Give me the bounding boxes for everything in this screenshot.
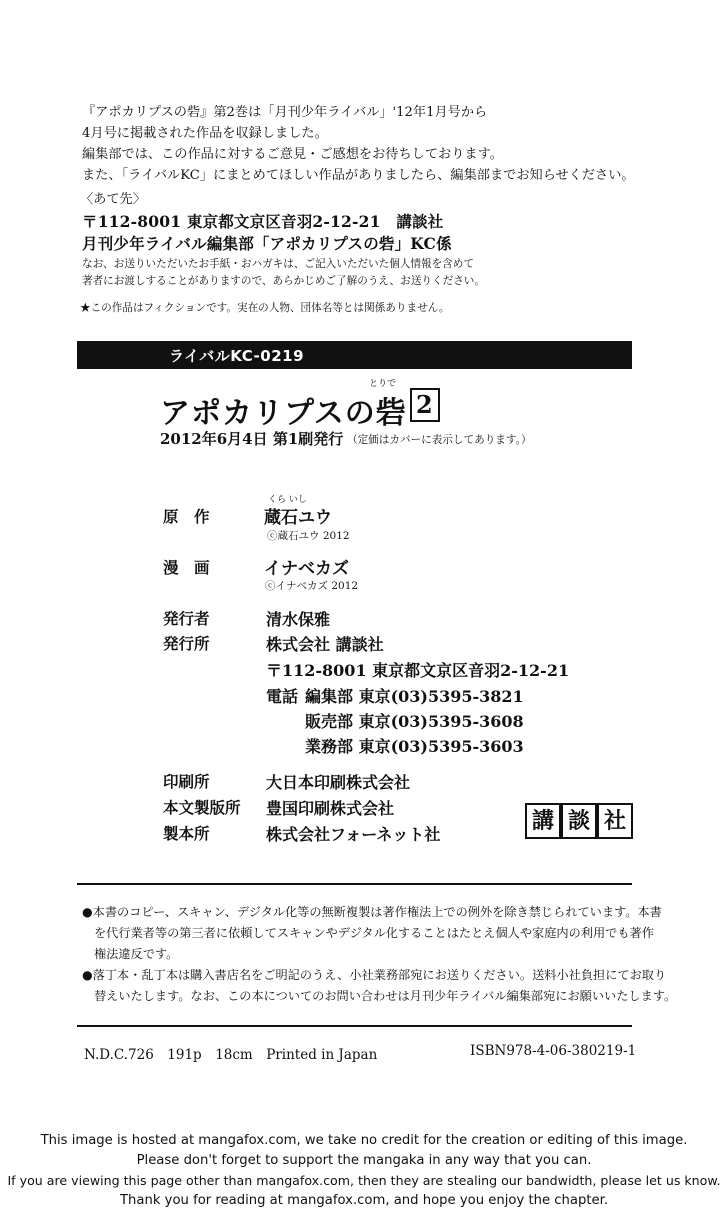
art-author: イナベカズ xyxy=(264,559,349,579)
footer-line-4: Thank you for reading at mangafox.com, and hope you enjoy the chapter. xyxy=(119,1193,609,1208)
text-name: 豊国印刷株式会社 xyxy=(266,799,395,818)
note-1c: 権法違反です。 xyxy=(94,947,179,961)
footer-line-3: If you are viewing this page other than mangafox.com, then they are stealing our bandwidth, please let us know. xyxy=(7,1173,721,1188)
house-name: 株式会社 講談社 xyxy=(266,635,384,654)
tel-business: 業務部 東京(03)5395-3603 xyxy=(305,737,524,756)
isbn: ISBN978-4-06-380219-1 xyxy=(470,1043,637,1059)
original-label: 原 作 xyxy=(163,507,210,526)
title-ruby: とりで xyxy=(369,379,397,389)
intro-line-3: 編集部では、この作品に対するご意見・ご感想をお待ちしております。 xyxy=(82,147,503,162)
series-code: ライバルKC-0219 xyxy=(169,347,305,365)
footer-line-2: Please don't forget to support the mangaka in any way that you can. xyxy=(136,1153,592,1168)
art-copyright: ⓒイナベカズ 2012 xyxy=(265,580,359,592)
divider-top xyxy=(77,883,632,885)
tel-editorial: 編集部 東京(03)5395-3821 xyxy=(305,687,524,706)
publisher-label: 発行者 xyxy=(163,609,210,628)
note-1a: ●本書のコピー、スキャン、デジタル化等の無断複製は著作権法上での例外を除き禁じられています。本書 xyxy=(82,905,662,919)
tel-sales: 販売部 東京(03)5395-3608 xyxy=(305,712,524,731)
publisher-logo-ko: 講 xyxy=(525,803,561,839)
print-name: 大日本印刷株式会社 xyxy=(266,773,411,792)
address-note-1: なお、お送りいただいたお手紙・おハガキは、ご記入いただいた個人情報を含めて xyxy=(82,258,474,270)
tel-label: 電話 xyxy=(266,687,299,706)
original-copyright: ⓒ蔵石ユウ 2012 xyxy=(267,530,350,542)
note-2a: ●落丁本・乱丁本は購入書店名をご明記のうえ、小社業務部宛にお送りください。送料小社負担にてお取り xyxy=(82,968,667,982)
publisher-name: 清水保雅 xyxy=(266,610,331,629)
book-title-text: アポカリプスの砦 xyxy=(160,396,407,431)
series-band xyxy=(77,341,632,369)
footer-line-1: This image is hosted at mangafox.com, we take no credit for the creation or editing of this image. xyxy=(40,1133,688,1148)
art-label: 漫 画 xyxy=(163,558,210,577)
publisher-logo-dan: 談 xyxy=(561,803,597,839)
volume-box: 2 xyxy=(410,388,440,422)
fiction-note: ★この作品はフィクションです。実在の人物、団体名等とは関係ありません。 xyxy=(80,302,450,314)
publisher-logo-sha: 社 xyxy=(597,803,633,839)
address-line-2: 月刊少年ライバル編集部「アポカリプスの砦」KC係 xyxy=(82,234,452,253)
divider-bottom xyxy=(77,1025,632,1027)
intro-line-4: また、「ライバルKC」にまとめてほしい作品がありましたら、編集部までお知らせください。 xyxy=(82,168,635,183)
price-note: （定価はカバーに表示してあります。） xyxy=(347,434,532,446)
text-label: 本文製版所 xyxy=(163,798,241,817)
book-title xyxy=(160,388,440,432)
house-label: 発行所 xyxy=(163,634,210,653)
original-author: 蔵石ユウ xyxy=(264,508,332,528)
address-heading: 〈あて先〉 xyxy=(80,192,146,207)
note-1b: を代行業者等の第三者に依頼してスキャンやデジタル化することはたとえ個人や家庭内の利用でも著作 xyxy=(94,926,654,940)
intro-line-2: 4月号に掲載された作品を収録しました。 xyxy=(82,126,328,141)
note-2b: 替えいたします。なお、この本についてのお問い合わせは月刊少年ライバル編集部宛にお願いいたします。 xyxy=(94,989,677,1003)
ndc-info: N.D.C.726 191p 18cm Printed in Japan xyxy=(84,1047,378,1063)
print-label: 印刷所 xyxy=(163,772,210,791)
bind-label: 製本所 xyxy=(163,824,210,843)
address-note-2: 著者にお渡しすることがありますので、あらかじめご了解のうえ、お送りください。 xyxy=(82,275,485,287)
intro-line-1: 『アポカリプスの砦』第2巻は「月刊少年ライバル」'12年1月号から xyxy=(82,105,488,120)
house-address: 〒112-8001 東京都文京区音羽2-12-21 xyxy=(266,661,570,680)
publication-date: 2012年6月4日 第1刷発行 xyxy=(160,430,344,448)
original-ruby: くら いし xyxy=(268,495,307,505)
address-line-1: 〒112-8001 東京都文京区音羽2-12-21 講談社 xyxy=(82,212,444,231)
bind-name: 株式会社フォーネット社 xyxy=(266,825,441,844)
